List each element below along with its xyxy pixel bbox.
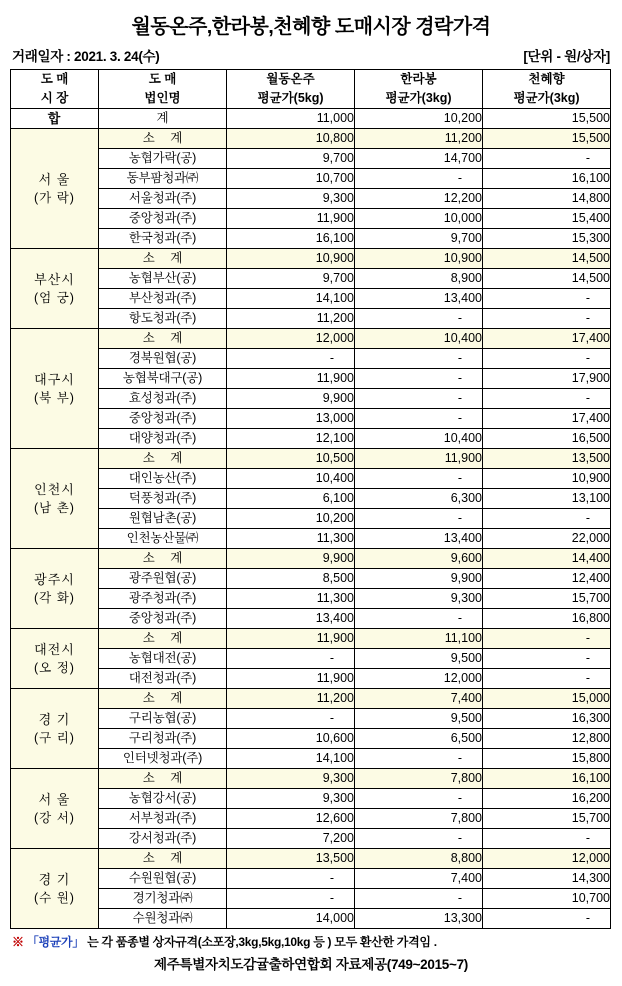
subtotal-price-cell-2: 16,100: [483, 769, 611, 789]
market-name: [11, 689, 99, 769]
market-name: [11, 249, 99, 329]
table-row-subtotal: [11, 549, 611, 569]
price-cell-1: -: [355, 169, 483, 189]
table-row-subtotal: [11, 129, 611, 149]
price-cell-1: 6,500: [355, 729, 483, 749]
price-cell-2: 16,200: [483, 789, 611, 809]
price-cell-0: 10,200: [227, 509, 355, 529]
table-row: [11, 489, 611, 509]
price-cell-1: -: [355, 889, 483, 909]
price-cell-2: 17,400: [483, 409, 611, 429]
table-row: [11, 189, 611, 209]
subtotal-label: 소 계: [99, 629, 227, 649]
corporation-name: 한국청과(주): [99, 229, 227, 249]
table-row: [11, 829, 611, 849]
subtotal-price-cell-1: 10,900: [355, 249, 483, 269]
column-header-hallabong: 한라봉 평균가(3kg): [355, 70, 483, 109]
table-row: [11, 729, 611, 749]
subtotal-label: 소 계: [99, 329, 227, 349]
table-row: [11, 269, 611, 289]
price-cell-0: 10,400: [227, 469, 355, 489]
subtotal-price-cell-2: 14,400: [483, 549, 611, 569]
footnote: [10, 933, 612, 950]
subtotal-price-cell-0: 11,900: [227, 629, 355, 649]
price-cell-2: -: [483, 309, 611, 329]
price-cell-0: 14,100: [227, 289, 355, 309]
corporation-name: 중앙청과(주): [99, 609, 227, 629]
market-name-line1: 부산시: [34, 271, 75, 287]
price-cell-2: -: [483, 349, 611, 369]
price-cell-2: 16,500: [483, 429, 611, 449]
corporation-name: 효성청과(주): [99, 389, 227, 409]
table-row: [11, 349, 611, 369]
table-row: [11, 209, 611, 229]
subtotal-price-cell-0: 13,500: [227, 849, 355, 869]
price-cell-2: -: [483, 649, 611, 669]
price-cell-0: 10,600: [227, 729, 355, 749]
market-name-line1: 광주시: [34, 571, 75, 587]
table-row: [11, 709, 611, 729]
table-row: [11, 789, 611, 809]
subtotal-price-cell-1: 11,100: [355, 629, 483, 649]
corporation-name: 구리청과(주): [99, 729, 227, 749]
price-cell-0: 13,000: [227, 409, 355, 429]
subtotal-price-cell-1: 10,400: [355, 329, 483, 349]
price-cell-0: 11,900: [227, 669, 355, 689]
price-cell-0: 8,500: [227, 569, 355, 589]
market-name: [11, 769, 99, 849]
price-cell-0: -: [227, 889, 355, 909]
table-row: [11, 909, 611, 929]
price-table: [10, 69, 611, 929]
table-header: [11, 70, 611, 109]
price-cell-0: 6,100: [227, 489, 355, 509]
subtotal-price-cell-1: 11,900: [355, 449, 483, 469]
corporation-name: 인천농산물㈜: [99, 529, 227, 549]
price-cell-2: 15,800: [483, 749, 611, 769]
price-cell-1: -: [355, 509, 483, 529]
subtotal-price-cell-1: 9,600: [355, 549, 483, 569]
subtotal-price-cell-0: 10,500: [227, 449, 355, 469]
price-cell-0: 13,400: [227, 609, 355, 629]
market-name-line1: 서 울: [38, 171, 71, 187]
table-row: [11, 869, 611, 889]
price-cell-2: 14,500: [483, 269, 611, 289]
corporation-name: 인터넷청과(주): [99, 749, 227, 769]
price-cell-0: 9,300: [227, 789, 355, 809]
subtotal-price-cell-0: 10,800: [227, 129, 355, 149]
price-cell-2: 10,700: [483, 889, 611, 909]
price-cell-2: 22,000: [483, 529, 611, 549]
corporation-name: 경북원협(공): [99, 349, 227, 369]
table-row: [11, 889, 611, 909]
price-cell-1: 9,300: [355, 589, 483, 609]
corporation-name: 대전청과(주): [99, 669, 227, 689]
corporation-name: 수원청과㈜: [99, 909, 227, 929]
subtotal-price-cell-0: 9,300: [227, 769, 355, 789]
market-name-line1: 대구시: [34, 371, 75, 387]
price-cell-1: 9,700: [355, 229, 483, 249]
corporation-name: 농협부산(공): [99, 269, 227, 289]
price-cell-2: -: [483, 389, 611, 409]
price-cell-1: 12,200: [355, 189, 483, 209]
corporation-name: 농협북대구(공): [99, 369, 227, 389]
corporation-name: 동부팜청과㈜: [99, 169, 227, 189]
market-name-line2: (오 정): [34, 660, 75, 675]
subtotal-label: 소 계: [99, 769, 227, 789]
price-cell-2: -: [483, 829, 611, 849]
price-cell-0: 16,100: [227, 229, 355, 249]
table-body: [11, 109, 611, 929]
corporation-name: 부산청과(주): [99, 289, 227, 309]
corporation-name: 대양청과(주): [99, 429, 227, 449]
price-cell-1: 10,200: [355, 109, 483, 129]
market-name: 합: [11, 109, 99, 129]
market-name-line2: (엄 궁): [34, 290, 75, 305]
table-row-subtotal: [11, 849, 611, 869]
price-cell-2: 13,100: [483, 489, 611, 509]
table-row: [11, 289, 611, 309]
market-name-line2: (가 락): [34, 190, 75, 205]
price-cell-2: 15,300: [483, 229, 611, 249]
price-cell-1: -: [355, 309, 483, 329]
table-row: [11, 669, 611, 689]
price-cell-2: 16,300: [483, 709, 611, 729]
table-row: [11, 229, 611, 249]
price-cell-1: -: [355, 349, 483, 369]
subtotal-price-cell-2: 14,500: [483, 249, 611, 269]
price-cell-2: -: [483, 909, 611, 929]
price-cell-0: 11,300: [227, 589, 355, 609]
price-cell-0: 11,200: [227, 309, 355, 329]
table-row-subtotal: [11, 689, 611, 709]
table-row-subtotal: [11, 249, 611, 269]
footnote-quoted-term: 「평균가」: [26, 935, 85, 949]
price-cell-0: -: [227, 709, 355, 729]
subtotal-price-cell-2: 15,500: [483, 129, 611, 149]
subtotal-price-cell-1: 7,800: [355, 769, 483, 789]
subtotal-price-cell-1: 11,200: [355, 129, 483, 149]
price-cell-2: 12,400: [483, 569, 611, 589]
market-name-line2: (구 리): [34, 730, 75, 745]
subtotal-label: 소 계: [99, 549, 227, 569]
price-cell-1: -: [355, 409, 483, 429]
provider-credit: 제주특별자치도감귤출하연합회 자료제공(749~2015~7): [153, 957, 468, 972]
table-row: [11, 649, 611, 669]
market-name-line2: (남 촌): [34, 500, 75, 515]
corporation-name: 광주원협(공): [99, 569, 227, 589]
price-cell-2: 16,100: [483, 169, 611, 189]
price-cell-0: -: [227, 869, 355, 889]
price-cell-1: 13,300: [355, 909, 483, 929]
corporation-name: 수원원협(공): [99, 869, 227, 889]
subtotal-price-cell-0: 11,200: [227, 689, 355, 709]
subtotal-label: 소 계: [99, 449, 227, 469]
price-cell-0: -: [227, 349, 355, 369]
corporation-name: 중앙청과(주): [99, 409, 227, 429]
subtotal-price-cell-2: 15,000: [483, 689, 611, 709]
price-cell-2: -: [483, 149, 611, 169]
unit-label: [단위 - 원/상자]: [523, 49, 610, 64]
price-cell-1: 12,000: [355, 669, 483, 689]
market-name: [11, 549, 99, 629]
corporation-name: 강서청과(주): [99, 829, 227, 849]
price-cell-1: 9,500: [355, 709, 483, 729]
price-cell-1: -: [355, 749, 483, 769]
market-name: [11, 629, 99, 689]
price-cell-0: 11,900: [227, 369, 355, 389]
price-cell-1: -: [355, 829, 483, 849]
price-cell-1: -: [355, 789, 483, 809]
market-name: [11, 449, 99, 549]
footnote-asterisk: ※: [12, 935, 24, 949]
market-name-line1: 인천시: [34, 481, 75, 497]
price-cell-2: 15,700: [483, 589, 611, 609]
table-row: [11, 609, 611, 629]
price-cell-2: 17,900: [483, 369, 611, 389]
price-cell-1: 10,400: [355, 429, 483, 449]
market-name-line1: 서 울: [38, 791, 71, 807]
table-row: [11, 529, 611, 549]
price-cell-2: 15,500: [483, 109, 611, 129]
corporation-name: 덕풍청과(주): [99, 489, 227, 509]
price-cell-1: 13,400: [355, 289, 483, 309]
price-cell-1: 6,300: [355, 489, 483, 509]
corporation-name: 농협가락(공): [99, 149, 227, 169]
table-row: [11, 589, 611, 609]
column-header-corporation: 도 매 법인명: [99, 70, 227, 109]
subtotal-price-cell-0: 9,900: [227, 549, 355, 569]
price-cell-2: 14,800: [483, 189, 611, 209]
column-header-winter-mandarin: 월동온주 평균가(5kg): [227, 70, 355, 109]
corporation-name: 계: [99, 109, 227, 129]
subtotal-price-cell-0: 12,000: [227, 329, 355, 349]
price-cell-2: 10,900: [483, 469, 611, 489]
table-row: [11, 569, 611, 589]
table-row: [11, 409, 611, 429]
subtotal-label: 소 계: [99, 849, 227, 869]
price-cell-0: 9,700: [227, 149, 355, 169]
table-row: [11, 369, 611, 389]
price-cell-0: 11,300: [227, 529, 355, 549]
subtotal-price-cell-2: -: [483, 629, 611, 649]
table-row-total: [11, 109, 611, 129]
corporation-name: 항도청과(주): [99, 309, 227, 329]
subtotal-price-cell-0: 10,900: [227, 249, 355, 269]
table-row-subtotal: [11, 329, 611, 349]
market-name-line1: 경 기: [38, 871, 71, 887]
market-name: [11, 849, 99, 929]
price-cell-1: 7,800: [355, 809, 483, 829]
subtotal-price-cell-2: 17,400: [483, 329, 611, 349]
market-name-line2: (북 부): [34, 390, 75, 405]
meta-row: [10, 45, 612, 65]
price-cell-0: 10,700: [227, 169, 355, 189]
price-cell-1: 7,400: [355, 869, 483, 889]
market-name-line1: 경 기: [38, 711, 71, 727]
corporation-name: 서부청과(주): [99, 809, 227, 829]
price-cell-2: 12,800: [483, 729, 611, 749]
market-name: [11, 329, 99, 449]
price-cell-0: -: [227, 649, 355, 669]
subtotal-price-cell-2: 12,000: [483, 849, 611, 869]
table-row: [11, 749, 611, 769]
table-row: [11, 389, 611, 409]
market-name-line2: (각 화): [34, 590, 75, 605]
price-cell-2: -: [483, 509, 611, 529]
table-row-subtotal: [11, 629, 611, 649]
corporation-name: 중앙청과(주): [99, 209, 227, 229]
price-cell-0: 14,000: [227, 909, 355, 929]
subtotal-price-cell-1: 7,400: [355, 689, 483, 709]
subtotal-label: 소 계: [99, 129, 227, 149]
market-name-line2: (강 서): [34, 810, 75, 825]
price-cell-0: 7,200: [227, 829, 355, 849]
price-cell-0: 9,300: [227, 189, 355, 209]
corporation-name: 원협남촌(공): [99, 509, 227, 529]
subtotal-price-cell-2: 13,500: [483, 449, 611, 469]
table-row: [11, 169, 611, 189]
price-cell-2: 15,700: [483, 809, 611, 829]
column-header-cheonhyehyang: 천혜향 평균가(3kg): [483, 70, 611, 109]
table-row: [11, 309, 611, 329]
price-cell-0: 14,100: [227, 749, 355, 769]
price-cell-0: 9,700: [227, 269, 355, 289]
price-cell-1: 8,900: [355, 269, 483, 289]
corporation-name: 농협대전(공): [99, 649, 227, 669]
table-row-subtotal: [11, 769, 611, 789]
column-header-market: 도 매 시 장: [11, 70, 99, 109]
price-cell-1: -: [355, 369, 483, 389]
corporation-name: 광주청과(주): [99, 589, 227, 609]
subtotal-price-cell-1: 8,800: [355, 849, 483, 869]
price-cell-0: 9,900: [227, 389, 355, 409]
price-cell-1: 9,500: [355, 649, 483, 669]
corporation-name: 대인농산(주): [99, 469, 227, 489]
subtotal-label: 소 계: [99, 249, 227, 269]
price-cell-2: 15,400: [483, 209, 611, 229]
price-cell-0: 12,100: [227, 429, 355, 449]
market-name: [11, 129, 99, 249]
corporation-name: 구리농협(공): [99, 709, 227, 729]
table-row: [11, 809, 611, 829]
transaction-date: 거래일자 : 2021. 3. 24(수): [12, 49, 160, 64]
market-name-line2: (수 원): [34, 890, 75, 905]
price-cell-2: -: [483, 669, 611, 689]
price-cell-2: -: [483, 289, 611, 309]
corporation-name: 서울청과(주): [99, 189, 227, 209]
table-row: [11, 469, 611, 489]
subtotal-label: 소 계: [99, 689, 227, 709]
price-cell-1: -: [355, 469, 483, 489]
footnote-text: 는 각 품종별 상자규격(소포장,3kg,5kg,10kg 등 ) 모두 환산한 가격임 .: [87, 935, 437, 949]
price-cell-0: 12,600: [227, 809, 355, 829]
price-cell-1: 14,700: [355, 149, 483, 169]
table-row-subtotal: [11, 449, 611, 469]
price-cell-1: -: [355, 609, 483, 629]
table-header-row: [11, 70, 611, 109]
corporation-name: 경기청과㈜: [99, 889, 227, 909]
price-cell-1: -: [355, 389, 483, 409]
price-cell-0: 11,900: [227, 209, 355, 229]
page-title: 월동온주,한라봉,천혜향 도매시장 경락가격: [131, 16, 491, 38]
price-cell-2: 14,300: [483, 869, 611, 889]
table-row: [11, 149, 611, 169]
price-cell-1: 9,900: [355, 569, 483, 589]
table-row: [11, 429, 611, 449]
price-cell-2: 16,800: [483, 609, 611, 629]
price-cell-1: 13,400: [355, 529, 483, 549]
corporation-name: 농협강서(공): [99, 789, 227, 809]
price-cell-0: 11,000: [227, 109, 355, 129]
table-row: [11, 509, 611, 529]
price-cell-1: 10,000: [355, 209, 483, 229]
market-name-line1: 대전시: [34, 641, 75, 657]
